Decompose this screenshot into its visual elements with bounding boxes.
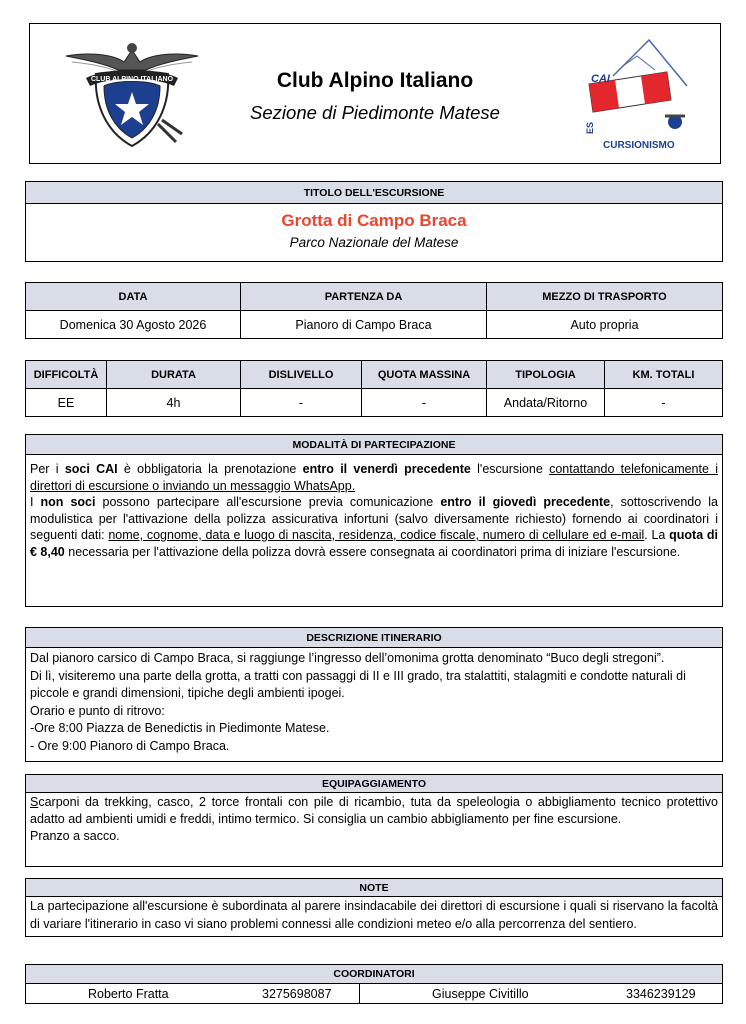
p2-bold-1: non soci <box>40 495 96 509</box>
info-table-2 <box>25 360 723 417</box>
coordinator-1 <box>26 984 364 1004</box>
value-dislivello: - <box>241 389 362 417</box>
p2-text-4: . La <box>644 528 670 542</box>
itinerario-header: DESCRIZIONE ITINERARIO <box>26 628 722 648</box>
coordinator-2-phone: 3346239129 <box>626 987 696 1001</box>
itinerario-line-5: - Ore 9:00 Pianoro di Campo Braca. <box>30 738 230 753</box>
coordinatori-box <box>25 964 723 1004</box>
note-box <box>25 878 723 937</box>
p2-underline-1: nome, cognome, data e luogo di nascita, residenza, codice fiscale, numero di cellulare ed e-mail <box>108 528 645 542</box>
value-partenza: Pianoro di Campo Braca <box>241 311 487 339</box>
header-dislivello: DISLIVELLO <box>241 361 362 389</box>
header-partenza: PARTENZA DA <box>241 283 487 311</box>
coordinator-1-phone: 3275698087 <box>262 987 332 1001</box>
cai-logo-cursionismo: CURSIONISMO <box>603 140 675 151</box>
p2-text-2: possono partecipare all'escursione previa comunicazione <box>95 495 441 509</box>
header-difficolta: DIFFICOLTÀ <box>26 361 107 389</box>
header-box <box>29 23 721 164</box>
partecipazione-paragraph-1 <box>26 461 722 494</box>
itinerario-line-4: -Ore 8:00 Piazza de Benedictis in Piedimonte Matese. <box>30 721 330 735</box>
excursion-name: Grotta di Campo Braca <box>281 211 467 230</box>
itinerario-body <box>26 648 722 755</box>
coordinator-1-name: Roberto Fratta <box>88 987 169 1001</box>
p1-bold-2: entro il venerdì precedente <box>302 462 471 476</box>
partecipazione-header <box>26 435 722 455</box>
p1-underline-1: contattando telefonicamente i direttori di escursione o inviando un messaggio WhatsApp. <box>30 462 718 493</box>
titolo-box <box>25 181 723 262</box>
p2-text-3: , sottoscrivendo la modulistica per l'attivazione della polizza assicurativa infortuni (salvo diversamente richiesto) fornendo ai coordinatori i seguenti dati: <box>30 495 718 542</box>
cai-logo-text: CAI <box>591 73 610 85</box>
equipaggiamento-text: carponi da trekking, casco, 2 torce frontali con pile di ricambio, tuta da speleologia o abbigliamento tecnico protettivo adatto ad ambienti umidi e freddi, intimo termico. Si consiglia un cambio abbigliamento per fine escursione. <box>30 795 718 826</box>
header-data: DATA <box>26 283 241 311</box>
cai-eagle-logo-text: CLUB ALPINO ITALIANO <box>90 76 174 83</box>
titolo-header: TITOLO DELL'ESCURSIONE <box>26 182 722 204</box>
coordinator-2 <box>360 984 722 1004</box>
itinerario-line-1: Dal pianoro carsico di Campo Braca, si raggiunge l’ingresso dell’omonima grotta denominato “Buco degli stregoni”. <box>30 651 665 665</box>
cai-logo-es: ES <box>585 121 595 134</box>
value-tipologia: Andata/Ritorno <box>487 389 605 417</box>
equipaggiamento-box <box>25 774 723 867</box>
value-mezzo: Auto propria <box>487 311 723 339</box>
coordinatori-header: COORDINATORI <box>26 965 722 984</box>
partecipazione-box <box>25 434 723 607</box>
p1-bold-1: soci CAI <box>64 462 118 476</box>
value-durata: 4h <box>107 389 241 417</box>
p1-text-3: l'escursione <box>470 462 550 476</box>
section-subtitle: Sezione di Piedimonte Matese <box>250 102 500 123</box>
partecipazione-header-text: MODALITÀ DI PARTECIPAZIONE <box>292 439 456 451</box>
header-mezzo: MEZZO DI TRASPORTO <box>487 283 723 311</box>
header-tipologia: TIPOLOGIA <box>487 361 605 389</box>
equipaggiamento-body <box>26 793 722 828</box>
header-quota: QUOTA MASSINA <box>362 361 487 389</box>
equipaggiamento-line-2: Pranzo a sacco. <box>30 829 120 843</box>
header-km: KM. TOTALI <box>605 361 723 389</box>
itinerario-line-3: Orario e punto di ritrovo: <box>30 703 165 718</box>
coordinator-2-name: Giuseppe Civitillo <box>432 987 529 1001</box>
cai-eagle-logo <box>58 34 206 156</box>
value-quota: - <box>362 389 487 417</box>
value-data: Domenica 30 Agosto 2026 <box>26 311 241 339</box>
value-difficolta: EE <box>26 389 107 417</box>
p1-text-1: Per i <box>30 462 65 476</box>
partecipazione-paragraph-2 <box>26 494 722 560</box>
note-header: NOTE <box>26 879 722 897</box>
club-title: Club Alpino Italiano <box>276 69 474 92</box>
coordinatori-row <box>26 984 722 1004</box>
p1-text-2: è obbligatoria la prenotazione <box>117 462 303 476</box>
p2-text-5: necessaria per l'attivazione della polizza dovrà essere consegnata ai coordinatori prima di iniziare l'escursione. <box>64 544 681 559</box>
p2-text-1: I <box>30 495 41 509</box>
excursion-place: Parco Nazionale del Matese <box>289 235 459 250</box>
note-text: La partecipazione all'escursione è subordinata al parere insindacabile dei direttori di escursione i quali si riservano la facoltà di variare l'itinerario in caso vi siano problemi connessi alle condizioni meteo e/o alla percorrenza del sentiero. <box>30 899 718 931</box>
header-durata: DURATA <box>107 361 241 389</box>
p2-bold-2: entro il giovedì precedente <box>440 495 611 509</box>
itinerario-box <box>25 627 723 762</box>
equipaggiamento-header: EQUIPAGGIAMENTO <box>26 775 722 793</box>
itinerario-line-2: Di lì, visiteremo una parte della grotta, a tratti con passaggi di II e III grado, tra stalattiti, stalagmiti e condotte naturali di piccole e grandi dimensioni, tipiche degli ambienti ipogei. <box>30 668 686 700</box>
cai-escursionismo-logo <box>579 36 699 154</box>
info-table-1 <box>25 282 723 339</box>
p2-bold-3: quota di € 8,40 <box>30 528 718 559</box>
equipaggiamento-first-letter: S <box>30 795 39 809</box>
value-km: - <box>605 389 723 417</box>
